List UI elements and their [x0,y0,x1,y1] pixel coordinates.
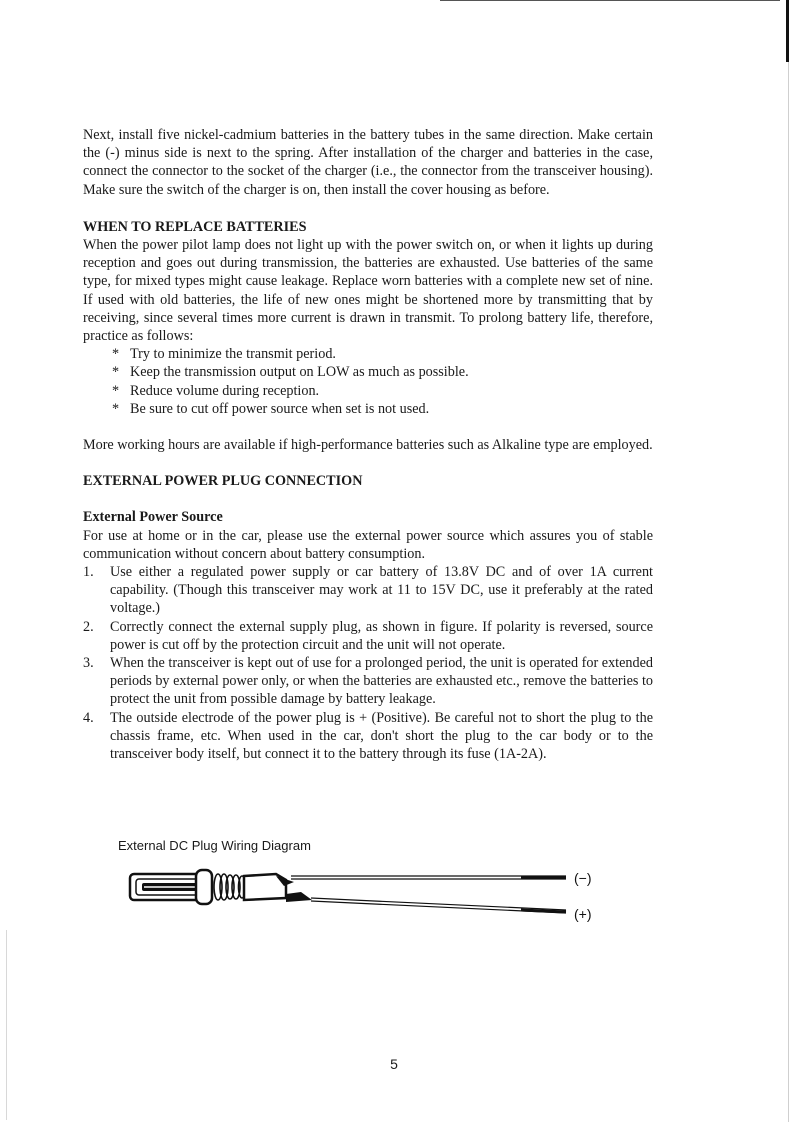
replace-batteries-paragraph: When the power pilot lamp does not light up with the power switch on, or when it lights up during reception and goes out during transmission, the batteries are exhausted. Use batteries of the same type, for mixed types might cause leakage. Replace worn batteries with a complete new set of nine. If used with old batteries, the life of new ones might be shortened more by transmitting that by receiving, since several times more current is drawn in transmit. To prolong battery life, therefore, practice as follows: [83,237,653,345]
wire-negative [291,876,566,879]
scan-edge-right [786,0,789,62]
replace-batteries-heading: WHEN TO REPLACE BATTERIES [83,218,307,235]
alkaline-paragraph: More working hours are available if high-performance batteries such as Alkaline type are employed. [83,437,653,454]
item-number: 4. [83,709,94,726]
scan-edge-left [6,930,7,1120]
item-text: The outside electrode of the power plug is + (Positive). Be careful not to short the plug to the chassis frame, etc. When used in the car, don't short the plug to the car body or to the transceiver body itself, but connect it to the battery through its fuse (1A-2A). [110,709,653,763]
list-item [83,618,653,654]
external-power-intro: For use at home or in the car, please use the external power source which assures you of stable communication without concern about battery consumption. [83,527,653,562]
negative-terminal-label: (−) [574,870,592,886]
list-item [83,382,653,400]
list-item [83,363,653,381]
list-item [83,654,653,709]
bullet-text: Keep the transmission output on LOW as much as possible. [130,364,469,381]
dc-plug-illustration [130,870,312,904]
item-number: 1. [83,564,94,581]
bullet-text: Reduce volume during reception. [130,382,320,399]
scan-edge-right-faint [788,62,789,1122]
item-number: 3. [83,655,94,672]
external-power-subheading: External Power Source [83,509,223,526]
dc-plug-wiring-diagram [126,862,616,928]
item-text: When the transceiver is kept out of use for a prolonged period, the unit is operated for extended periods by external power only, or when the batteries are exhausted etc., remove the batteries to protect the unit from possible damage by battery leakage. [110,655,653,708]
diagram-title: External DC Plug Wiring Diagram [118,838,311,853]
intro-paragraph: Next, install five nickel-cadmium batteries in the battery tubes in the same direction. Make certain the (-) minus side is next to the spring. After installation of the charger and batteries in the case, connect the connector to the socket of the charger (i.e., the connector from the transceiver housing). Make sure the switch of the charger is on, then install the cover housing as before. [83,127,653,198]
list-item [83,400,653,418]
positive-terminal-label: (+) [574,906,592,922]
list-item [83,709,653,764]
bullet-marker: * [112,364,120,381]
page-number: 5 [390,1056,398,1072]
external-power-steps [83,563,653,763]
item-number: 2. [83,618,94,635]
bullet-marker: * [112,346,120,363]
page-content [83,126,653,763]
battery-tips-list [83,345,653,418]
item-text: Correctly connect the external supply plug, as shown in figure. If polarity is reversed, source power is cut off by the protection circuit and the unit will not operate. [110,618,653,653]
list-item [83,345,653,363]
scan-edge-top [440,0,780,1]
bullet-marker: * [112,382,120,399]
list-item [83,563,653,618]
wire-positive [311,898,566,913]
item-text: Use either a regulated power supply or car battery of 13.8V DC and of over 1A current capability. (Though this transceiver may work at 11 to 15V DC, use it preferably at the rated voltage.) [110,564,653,617]
bullet-marker: * [112,400,120,417]
bullet-text: Be sure to cut off power source when set is not used. [130,400,430,417]
bullet-text: Try to minimize the transmit period. [130,346,336,363]
external-power-heading: EXTERNAL POWER PLUG CONNECTION [83,473,363,490]
